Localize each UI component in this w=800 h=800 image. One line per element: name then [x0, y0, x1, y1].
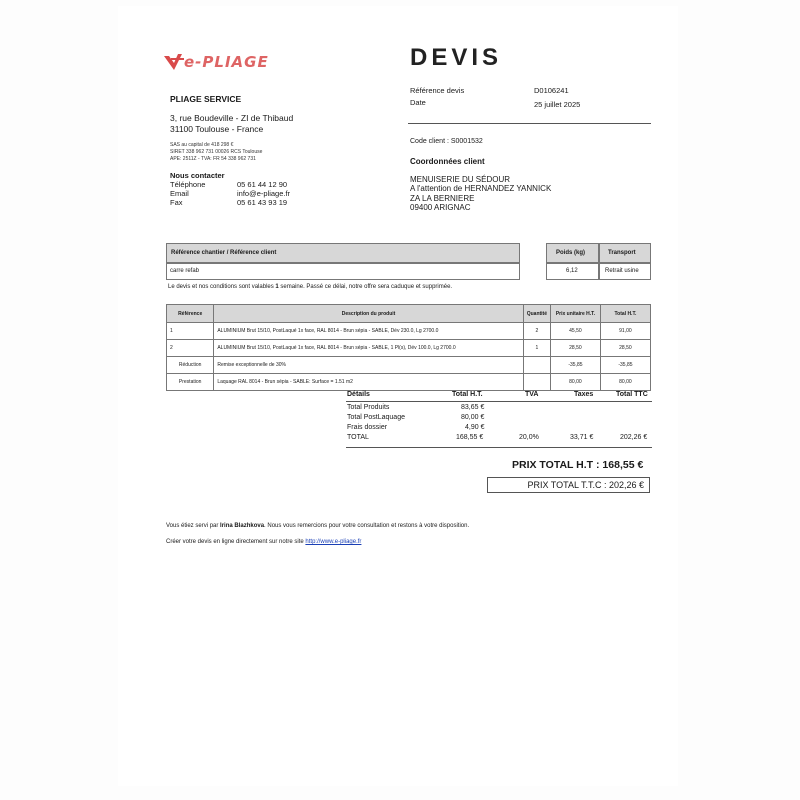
- grand-total-ttc-box: [487, 477, 650, 493]
- summary-header-taxes: Taxes: [574, 391, 594, 398]
- client-section-title: Coordonnées client: [410, 157, 485, 166]
- summary-fees-ht: 4,90 €: [465, 424, 485, 431]
- table-row: [167, 374, 651, 391]
- transport-header: [599, 243, 651, 263]
- weight-value-cell: [546, 263, 599, 280]
- summary-header-tva: TVA: [525, 391, 539, 398]
- summary-fees-label: Frais dossier: [347, 424, 388, 431]
- summary-header-total-ttc: Total TTC: [616, 391, 648, 398]
- row-total: 80,00: [600, 374, 650, 391]
- phone-value: 05 61 44 12 90: [237, 180, 288, 189]
- company-address-line2: 31100 Toulouse - France: [170, 124, 264, 134]
- summary-total-taxes: 33,71 €: [570, 434, 594, 441]
- summary-total-ht: 168,55 €: [456, 434, 484, 441]
- summary-postlaquage-ht: 80,00 €: [461, 414, 485, 421]
- table-row: [167, 323, 651, 340]
- transport-header-label: Transport: [608, 250, 636, 256]
- table-header-row: [167, 305, 651, 323]
- site-ref-value: carre refab: [170, 268, 200, 274]
- weight-header-label: Poids (kg): [556, 250, 586, 256]
- col-header-quantity: Quantité: [523, 305, 550, 323]
- col-header-reference: Référence: [167, 305, 214, 323]
- row-quantity: 2: [523, 323, 550, 340]
- validity-note-text-b: semaine. Passé ce délai, notre offre sera caduque et supprimée.: [278, 284, 453, 290]
- summary-header-total-ht: Total H.T.: [452, 391, 483, 398]
- validity-note: [168, 284, 452, 290]
- row-unit-price: 28,50: [551, 340, 601, 357]
- fax-value: 05 61 43 93 19: [237, 198, 288, 207]
- fax-label: Fax: [170, 198, 183, 207]
- footer-online-text: Créer votre devis en ligne directement sur notre site: [166, 539, 306, 545]
- summary-header-details: Détails: [347, 391, 370, 398]
- document-title: DEVIS: [410, 44, 503, 71]
- email-label: Email: [170, 189, 189, 198]
- quote-date-label: Date: [410, 98, 426, 107]
- row-description: Remise exceptionnelle de 30%: [214, 357, 523, 374]
- summary-divider-bottom: [346, 447, 652, 448]
- summary-divider-top: [346, 401, 652, 402]
- row-quantity: [523, 374, 550, 391]
- quote-ref-value: D0106241: [534, 86, 569, 95]
- row-unit-price: 80,00: [551, 374, 601, 391]
- contact-title: Nous contacter: [170, 171, 225, 180]
- row-reference: Réduction: [167, 357, 214, 374]
- company-legal-ape: APE: 2511Z - TVA: FR 54 338 962 731: [170, 156, 256, 162]
- col-header-total: Total H.T.: [600, 305, 650, 323]
- meta-divider: [408, 123, 651, 124]
- company-legal-capital: SAS au capital de 418 298 €: [170, 142, 234, 148]
- transport-value: Retrait usine: [605, 268, 639, 274]
- col-header-description: Description du produit: [214, 305, 523, 323]
- company-legal-siret: SIRET 338 962 731 00026 RCS Toulouse: [170, 149, 263, 155]
- row-total: 91,00: [600, 323, 650, 340]
- footer-agent-name: Irina Blazhkova: [220, 523, 265, 529]
- site-ref-header: [166, 243, 520, 263]
- website-link[interactable]: http://www.e-pliage.fr: [305, 539, 362, 545]
- client-company: MENUISERIE DU SÉDOUR: [410, 175, 511, 184]
- summary-postlaquage-label: Total PostLaquage: [347, 414, 405, 421]
- quote-date-value: 25 juillet 2025: [534, 100, 581, 109]
- client-street: ZA LA BERNIERE: [410, 194, 475, 203]
- row-unit-price: -35,85: [551, 357, 601, 374]
- summary-total-ttc: 202,26 €: [620, 434, 648, 441]
- summary-total-label: TOTAL: [347, 434, 369, 441]
- company-address-line1: 3, rue Boudeville - ZI de Thibaud: [170, 113, 294, 123]
- row-reference: 2: [167, 340, 214, 357]
- client-code: Code client : S0001532: [410, 138, 483, 145]
- grand-total-ht: PRIX TOTAL H.T : 168,55 €: [512, 459, 644, 471]
- row-description: ALUMINIUM Brut 15/10, PostLaqué 1x face, RAL 8014 - Brun sépia - SABLE, Dév 230.0, Lg 2700.0: [214, 323, 523, 340]
- company-name: PLIAGE SERVICE: [170, 94, 242, 104]
- quote-ref-label: Référence devis: [410, 86, 465, 95]
- site-ref-header-label: Référence chantier / Référence client: [171, 250, 277, 256]
- footer-served-text-a: Vous étiez servi par: [166, 523, 221, 529]
- logo-wordmark: e-PLIAGE: [184, 53, 269, 71]
- col-header-unit-price: Prix unitaire H.T.: [551, 305, 601, 323]
- footer-online: [166, 539, 361, 545]
- row-total: -35,85: [600, 357, 650, 374]
- row-quantity: 1: [523, 340, 550, 357]
- row-description: Laquage RAL 8014 - Brun sépia - SABLE: Surface = 1.51 m2: [214, 374, 523, 391]
- weight-header: [546, 243, 599, 263]
- row-total: 28,50: [600, 340, 650, 357]
- row-reference: 1: [167, 323, 214, 340]
- row-quantity: [523, 357, 550, 374]
- row-description: ALUMINIUM Brut 15/10, PostLaqué 1x face, RAL 8014 - Brun sépia - SABLE, 1 Pl(s), Dév 100.0, Lg 2700.0: [214, 340, 523, 357]
- footer-served-text-b: . Nous vous remercions pour votre consultation et restons à votre disposition.: [264, 523, 470, 529]
- site-ref-value-cell: [166, 263, 520, 280]
- validity-weeks: 1: [275, 284, 279, 290]
- summary-products-label: Total Produits: [347, 404, 390, 411]
- client-city: 09400 ARIGNAC: [410, 203, 471, 212]
- weight-value: 6,12: [566, 268, 578, 274]
- row-unit-price: 45,50: [551, 323, 601, 340]
- transport-value-cell: [599, 263, 651, 280]
- table-row: [167, 357, 651, 374]
- validity-note-text-a: Le devis et nos conditions sont valables: [168, 284, 276, 290]
- footer-served-by: [166, 523, 469, 529]
- grand-total-ttc: PRIX TOTAL T.T.C : 202,26 €: [527, 480, 644, 490]
- email-value[interactable]: info@e-pliage.fr: [237, 189, 291, 198]
- summary-total-tva: 20,0%: [519, 434, 539, 441]
- product-lines-table: [166, 304, 651, 391]
- row-reference: Prestation: [167, 374, 214, 391]
- table-row: [167, 340, 651, 357]
- client-attention: A l'attention de HERNANDEZ YANNICK: [410, 184, 552, 193]
- summary-products-ht: 83,65 €: [461, 404, 485, 411]
- phone-label: Téléphone: [170, 180, 206, 189]
